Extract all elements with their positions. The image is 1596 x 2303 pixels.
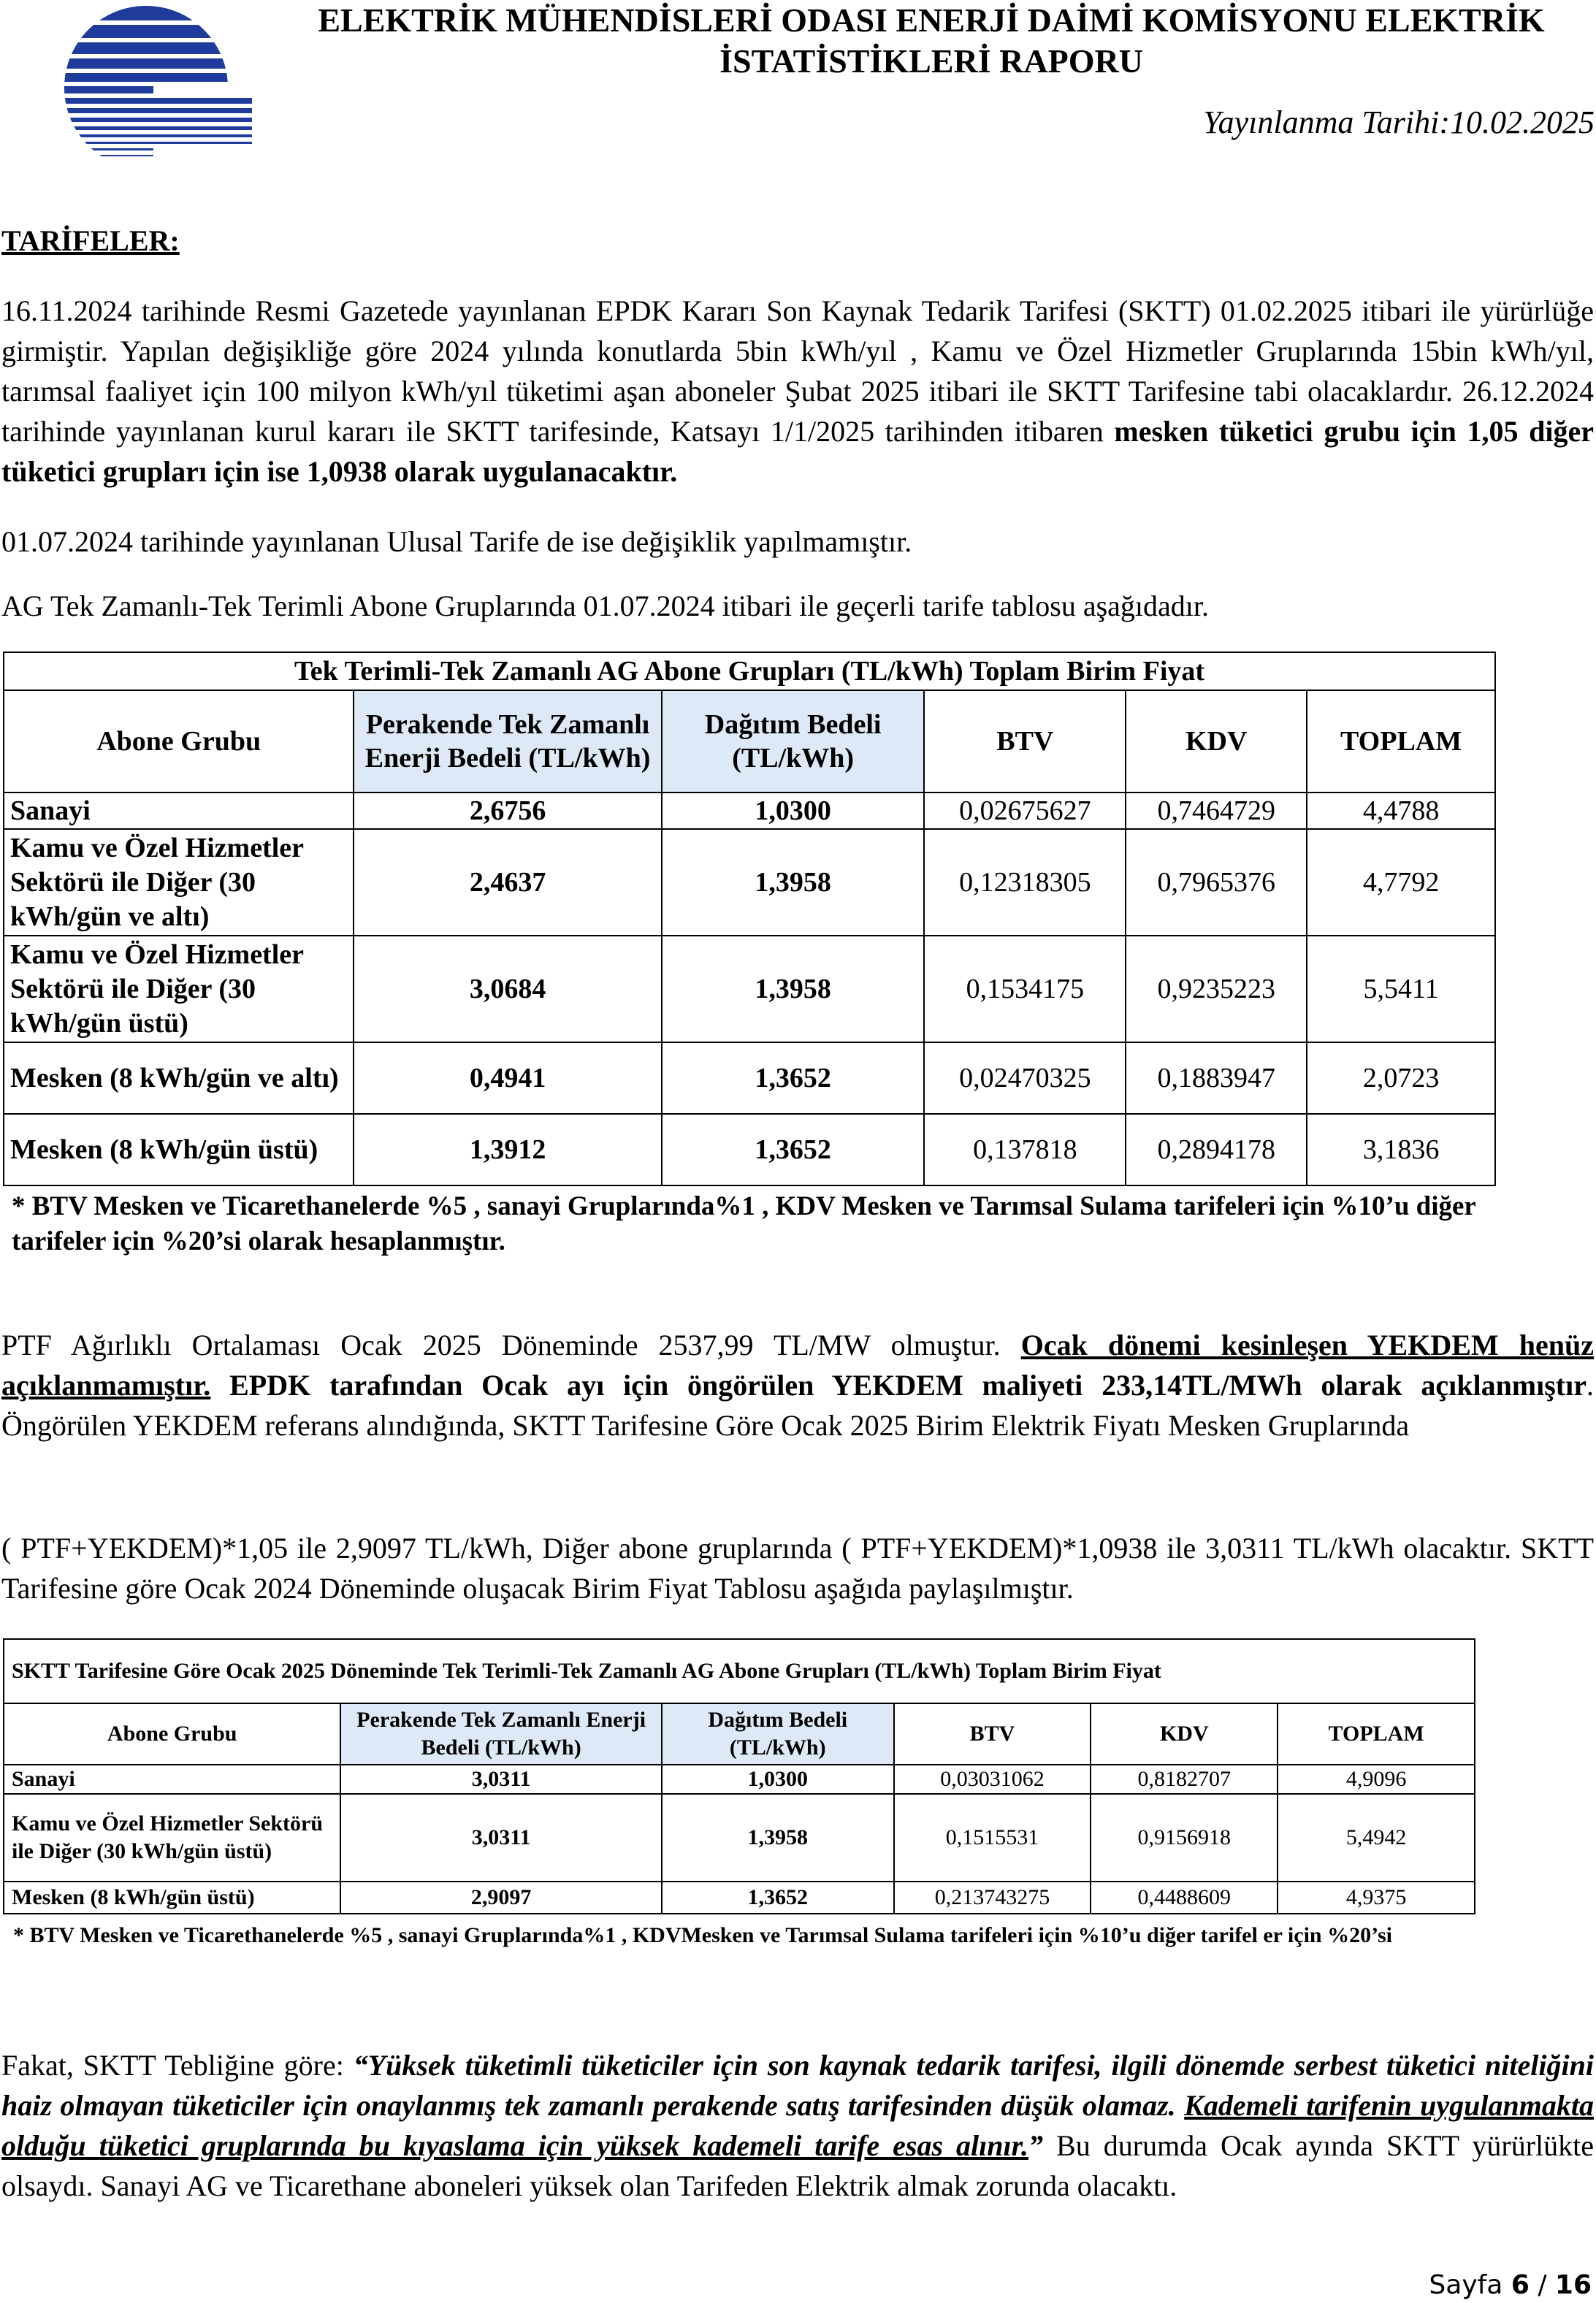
paragraph-ptf: [1, 1325, 1594, 1445]
table2-cell: 5,4942: [1278, 1794, 1475, 1882]
table2-footnote: * BTV Mesken ve Ticarethanelerde %5 , sanayi Gruplarında%1 , KDVMesken ve Tarımsal Sulama tarifeleri için %10’u diğer tarifel er için %20’si: [13, 1923, 1392, 1947]
publication-date: Yayınlanma Tarihi:10.02.2025: [1203, 104, 1595, 140]
table1-header-toplam: TOPLAM: [1307, 690, 1495, 793]
table2-header-enerji: Perakende Tek Zamanlı Enerji Bedeli (TL/kWh): [340, 1703, 661, 1765]
table1-title: Tek Terimli-Tek Zamanlı AG Abone Grupları (TL/kWh) Toplam Birim Fiyat: [4, 652, 1495, 690]
table2-cell: 1,0300: [662, 1765, 894, 1794]
table1-header-kdv: KDV: [1126, 690, 1307, 793]
paragraph-sktt-teblig: [1, 2045, 1594, 2206]
page-number: [1429, 2270, 1592, 2300]
table1-cell: 3,0684: [354, 936, 662, 1042]
quote-open: “: [353, 2049, 368, 2082]
table-row: [4, 793, 1495, 829]
table2-cell: 3,0311: [340, 1765, 661, 1794]
paragraph-ptf-rest: . Öngörülen YEKDEM referans alındığında, SKTT Tarifesine Göre Ocak 2025 Birim Elektrik Fiyatı Mesken Gruplarında: [1, 1369, 1594, 1442]
paragraph-sktt-text: 16.11.2024 tarihinde Resmi Gazetede yayınlanan EPDK Kararı Son Kaynak Tedarik Tarifesi (SKTT) 01.02.2025 itibari ile yürürlüğe girmiştir. Yapılan değişikliğe göre 2024 yılında konutlarda 5bin kWh/yıl , Kamu ve Özel Hizmetler Gruplarında 15bin kWh/yıl, tarımsal faaliyet için 100 milyon kWh/yıl tüketimi aşan aboneler Şubat 2025 itibari ile SKTT Tarifesine tabi olacaklardır. 26.12.2024 tarihinde yayınlanan kurul kararı ile SKTT tarifesinde, Katsayı 1/1/2025 tarihinden itibaren: [1, 294, 1594, 448]
paragraph-sktt: [1, 291, 1594, 492]
table-row: [4, 1765, 1475, 1794]
table1-footnote: * BTV Mesken ve Ticarethanelerde %5 , sanayi Gruplarında%1 , KDV Mesken ve Tarımsal Sulama tarifeleri için %10’u diğer tarifeler için %20’si olarak hesaplanmıştır.: [12, 1191, 1476, 1256]
page-total: 16: [1554, 2270, 1592, 2300]
table1-cell: 1,3958: [662, 936, 925, 1042]
table2-cell: 4,9096: [1278, 1765, 1475, 1794]
table1-cell: 3,1836: [1307, 1114, 1495, 1185]
table1-cell: 4,7792: [1307, 829, 1495, 936]
table2-cell: 0,4488609: [1091, 1882, 1278, 1914]
table1-cell: Mesken (8 kWh/gün üstü): [4, 1114, 354, 1185]
tariff-table-current: [3, 652, 1496, 1186]
table1-header-enerji: Perakende Tek Zamanlı Enerji Bedeli (TL/kWh): [354, 690, 662, 793]
page-current: 6: [1511, 2270, 1530, 2300]
table1-cell: 4,4788: [1307, 793, 1495, 829]
table1-cell: 1,3652: [662, 1042, 925, 1114]
table1-cell: 1,3652: [662, 1114, 925, 1185]
paragraph-ptf-highlight: Ocak dönemi kesinleşen YEKDEM henüz açıklanmamıştır.: [1, 1329, 1595, 1402]
table1-cell: 2,4637: [354, 829, 662, 936]
table-row: [4, 1042, 1495, 1114]
table1-cell: Kamu ve Özel Hizmetler Sektörü ile Diğer (30 kWh/gün ve altı): [4, 829, 354, 936]
table-row: [4, 829, 1495, 936]
table1-cell: 0,4941: [354, 1042, 662, 1114]
paragraph-ulusal-tarife: 01.07.2024 tarihinde yayınlanan Ulusal Tarife de ise değişiklik yapılmamıştır.: [1, 525, 912, 558]
table2-cell: 0,03031062: [894, 1765, 1091, 1794]
paragraph-teblig-text: Fakat, SKTT Tebliğine göre:: [1, 2049, 354, 2082]
table2-cell: 4,9375: [1278, 1882, 1475, 1914]
table1-cell: Kamu ve Özel Hizmetler Sektörü ile Diğer (30 kWh/gün üstü): [4, 936, 354, 1042]
table2-header-btv: BTV: [894, 1703, 1091, 1765]
table2-header-dagitim: Dağıtım Bedeli (TL/kWh): [662, 1703, 894, 1765]
table1-cell: 0,2894178: [1126, 1114, 1307, 1185]
emo-logo: [44, 0, 256, 168]
paragraph-sktt-bold: mesken tüketici grubu için 1,05 diğer tüketici grupları için ise 1,0938 olarak uygulanacaktır.: [1, 415, 1595, 488]
table-row: [4, 1794, 1475, 1882]
report-title: ELEKTRİK MÜHENDİSLERİ ODASI ENERJİ DAİMİ KOMİSYONU ELEKTRİK İSTATİSTİKLERİ RAPORU: [318, 1, 1545, 80]
table1-cell: 0,7464729: [1126, 793, 1307, 829]
table2-title: SKTT Tarifesine Göre Ocak 2025 Döneminde Tek Terimli-Tek Zamanlı AG Abone Grupları (TL/kWh) Toplam Birim Fiyat: [4, 1639, 1475, 1703]
table2-cell: 0,1515531: [894, 1794, 1091, 1882]
table1-cell: 1,3912: [354, 1114, 662, 1185]
page-prefix: Sayfa: [1429, 2270, 1511, 2300]
table2-cell: Sanayi: [4, 1765, 340, 1794]
table2-header-toplam: TOPLAM: [1278, 1703, 1475, 1765]
table2-header-abone: Abone Grubu: [4, 1703, 340, 1765]
table1-cell: 0,7965376: [1126, 829, 1307, 936]
paragraph-teblig-quote-underlined: Kademeli tarifenin uygulanmakta olduğu tüketici gruplarında bu kıyaslama için yüksek kademeli tarife esas alınır.: [1, 2089, 1594, 2162]
table1-cell: 0,1534175: [924, 936, 1126, 1042]
table2-cell: 0,8182707: [1091, 1765, 1278, 1794]
table1-cell: 0,9235223: [1126, 936, 1307, 1042]
table1-cell: 0,02675627: [924, 793, 1126, 829]
table1-cell: 0,137818: [924, 1114, 1126, 1185]
section-heading: TARİFELER:: [1, 224, 180, 257]
tariff-table-sktt: [3, 1638, 1475, 1914]
table1-cell: Mesken (8 kWh/gün ve altı): [4, 1042, 354, 1114]
paragraph-teblig-rest: Bu durumda Ocak ayında SKTT yürürlükte olsaydı. Sanayi AG ve Ticarethane aboneleri yüksek olan Tarifeden Elektrik almak zorunda olacaktı.: [1, 2129, 1595, 2202]
table1-cell: 5,5411: [1307, 936, 1495, 1042]
table2-cell: Kamu ve Özel Hizmetler Sektörü ile Diğer (30 kWh/gün üstü): [4, 1794, 340, 1882]
table2-cell: 3,0311: [340, 1794, 661, 1882]
page-sep: /: [1529, 2270, 1555, 2300]
table2-cell: 2,9097: [340, 1882, 661, 1914]
table-row: [4, 936, 1495, 1042]
table1-cell: Sanayi: [4, 793, 354, 829]
table1-cell: 0,12318305: [924, 829, 1126, 936]
table1-header-btv: BTV: [924, 690, 1126, 793]
table2-cell: 0,9156918: [1091, 1794, 1278, 1882]
paragraph-calculation: ( PTF+YEKDEM)*1,05 ile 2,9097 TL/kWh, Diğer abone gruplarında ( PTF+YEKDEM)*1,0938 ile 3,0311 TL/kWh olacaktır. SKTT Tarifesine göre Ocak 2024 Döneminde oluşacak Birim Fiyat Tablosu aşağıda paylaşılmıştır.: [1, 1532, 1594, 1605]
table1-cell: 0,1883947: [1126, 1042, 1307, 1114]
table1-header-abone: Abone Grubu: [4, 690, 354, 793]
table1-cell: 2,0723: [1307, 1042, 1495, 1114]
table2-header-kdv: KDV: [1091, 1703, 1278, 1765]
table2-cell: 1,3958: [662, 1794, 894, 1882]
paragraph-teblig-quote: Yüksek tüketimli tüketiciler için son kaynak tedarik tarifesi, ilgili dönemde serbest tüketici niteliğini haiz olmayan tüketiciler için onaylanmış tek zamanlı perakende satış tarifesinden düşük olamaz.: [1, 2049, 1594, 2122]
table1-header-dagitim: Dağıtım Bedeli (TL/kWh): [662, 690, 925, 793]
quote-close: ”: [1028, 2129, 1044, 2162]
table1-cell: 2,6756: [354, 793, 662, 829]
table2-cell: Mesken (8 kWh/gün üstü): [4, 1882, 340, 1914]
table1-cell: 1,3958: [662, 829, 925, 936]
table2-cell: 1,3652: [662, 1882, 894, 1914]
table2-cell: 0,213743275: [894, 1882, 1091, 1914]
table-row: [4, 1882, 1475, 1914]
paragraph-ptf-text: PTF Ağırlıklı Ortalaması Ocak 2025 Döneminde 2537,99 TL/MW olmuştur.: [1, 1329, 1021, 1361]
table-row: [4, 1114, 1495, 1185]
table1-cell: 0,02470325: [924, 1042, 1126, 1114]
paragraph-ptf-bold: EPDK tarafından Ocak ayı için öngörülen YEKDEM maliyeti 233,14TL/MWh olarak açıklanmıştır: [210, 1369, 1587, 1402]
table1-cell: 1,0300: [662, 793, 925, 829]
paragraph-table-intro: AG Tek Zamanlı-Tek Terimli Abone Gruplarında 01.07.2024 itibari ile geçerli tarife tablosu aşağıdadır.: [1, 589, 1209, 622]
